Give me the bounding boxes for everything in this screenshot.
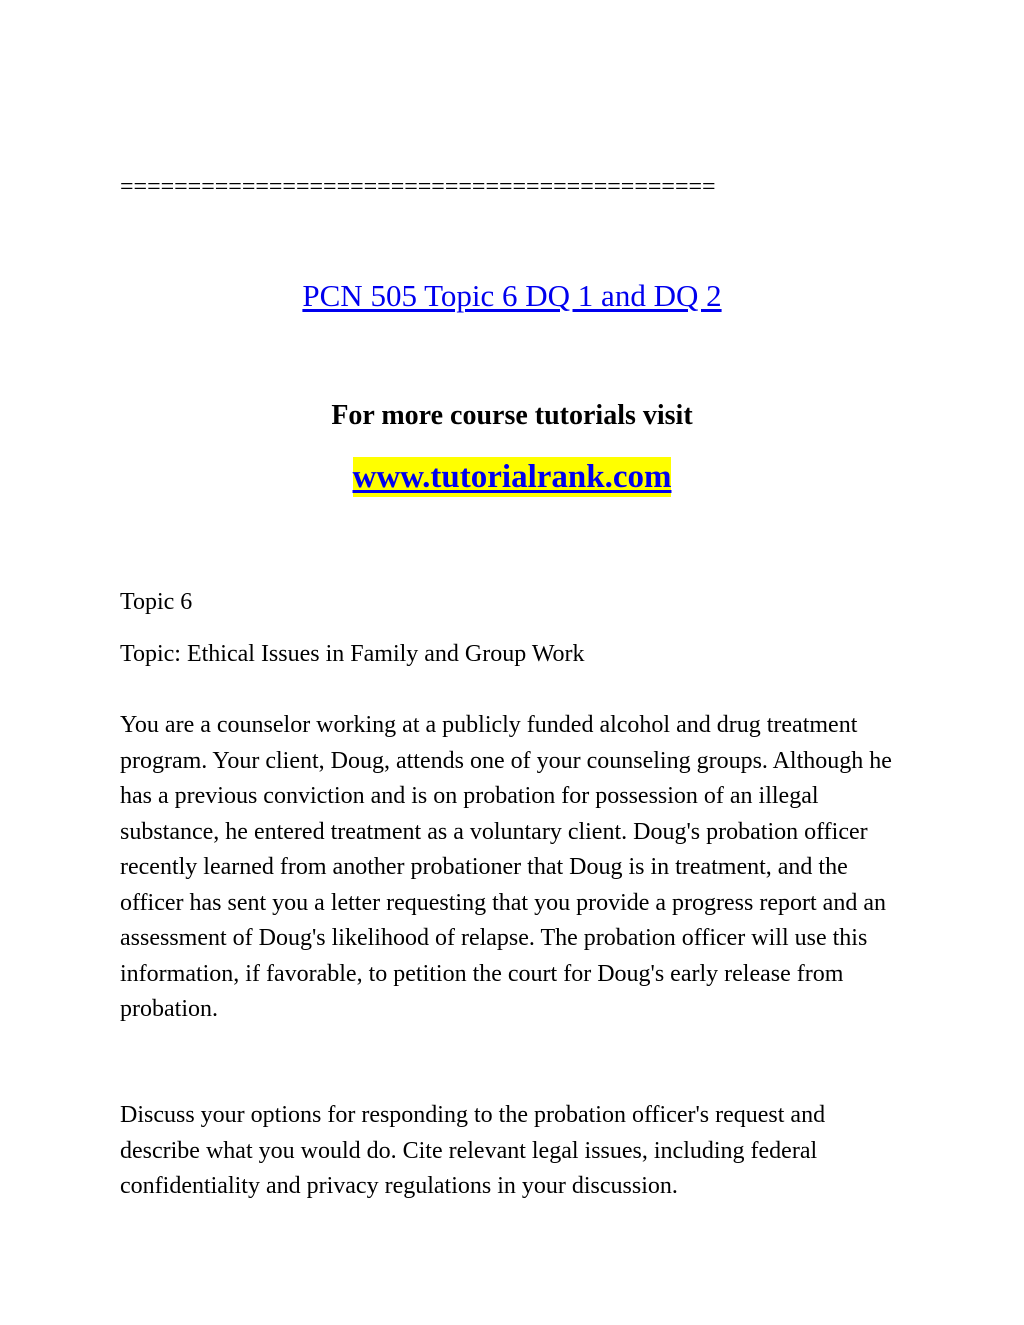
site-link[interactable]: www.tutorialrank.com xyxy=(352,459,672,495)
site-link-container xyxy=(0,452,1024,502)
topic-number: Topic 6 xyxy=(120,589,193,615)
discussion-paragraph: Discuss your options for responding to the probation officer's request and describe what you would do. Cite relevant legal issues, including federal confidentiality and privacy regulations in your discussion. xyxy=(120,1102,826,1199)
tutorials-label: For more course tutorials visit xyxy=(331,400,693,431)
topic-heading: Topic: Ethical Issues in Family and Group Work xyxy=(120,641,585,667)
title-container xyxy=(0,276,1024,316)
scenario-paragraph: You are a counselor working at a publicly funded alcohol and drug treatment program. Your client, Doug, attends one of your counseling groups. Although he has a previous conviction and is on probation for possession of an illegal substance, he entered treatment as a voluntary client. Doug's probation officer recently learned from another probationer that Doug is in treatment, and the officer has sent you a letter requesting that you provide a progress report and an assessment of Doug's likelihood of relapse. The probation officer will use this information, if favorable, to petition the court for Doug's early release from probation. xyxy=(120,712,892,1022)
title-link[interactable]: PCN 505 Topic 6 DQ 1 and DQ 2 xyxy=(302,278,722,313)
separator-line: ============================================ xyxy=(120,174,716,200)
